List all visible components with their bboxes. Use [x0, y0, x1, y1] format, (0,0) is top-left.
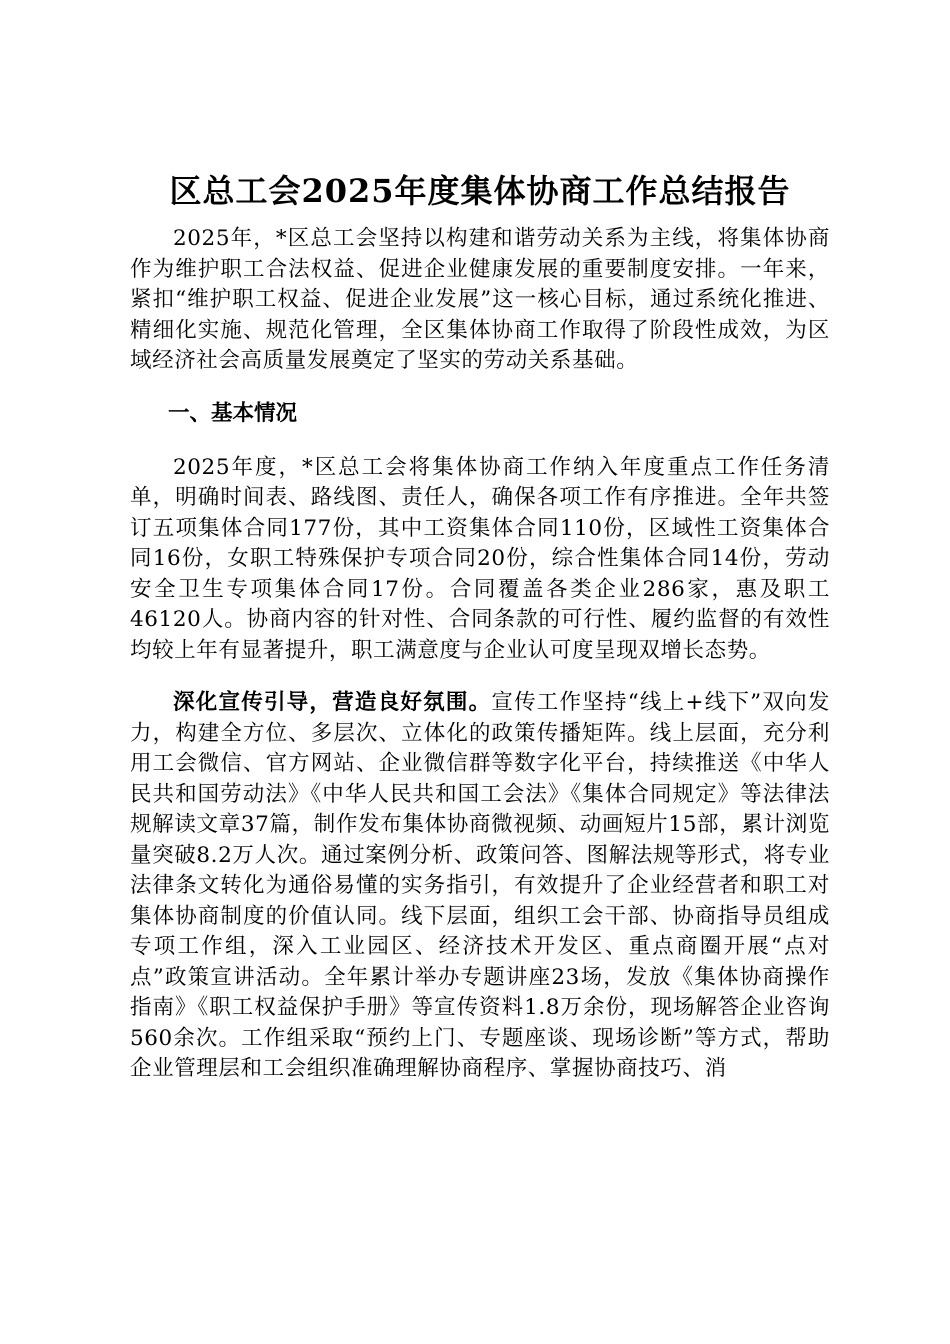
intro-paragraph: 2025年，*区总工会坚持以构建和谐劳动关系为主线，将集体协商作为维护职工合法权益、促进企业健康发展的重要制度安排。一年来，紧扣“维护职工权益、促进企业发展”这一核心目标，通过系统化推进、精细化实施、规范化管理，全区集体协商工作取得了阶段性成效，为区域经济社会高质量发展奠定了坚实的劳动关系基础。: [130, 226, 830, 373]
document-page: [130, 168, 830, 1085]
publicity-body-text: 宣传工作坚持“线上+线下”双向发力，构建全方位、多层次、立体化的政策传播矩阵。线上层面，充分利用工会微信、官方网站、企业微信群等数字化平台，持续推送《中华人民共和国劳动法》《中华人民共和国工会法》《集体合同规定》等法律法规解读文章37篇，制作发布集体协商微视频、动画短片15部，累计浏览量突破8.2万人次。通过案例分析、政策问答、图解法规等形式，将专业法律条文转化为通俗易懂的实务指引，有效提升了企业经营者和职工对集体协商制度的价值认同。线下层面，组织工会干部、协商指导员组成专项工作组，深入工业园区、经济技术开发区、重点商圈开展“点对点”政策宣讲活动。全年累计举办专题讲座23场，发放《集体协商操作指南》《职工权益保护手册》等宣传资料1.8万余份，现场解答企业咨询560余次。工作组采取“预约上门、专题座谈、现场诊断”等方式，帮助企业管理层和工会组织准确理解协商程序、掌握协商技巧、消: [130, 690, 830, 1081]
section-heading-basic-situation: 一、基本情况: [168, 400, 298, 426]
document-title: 区总工会2025年度集体协商工作总结报告: [169, 172, 791, 210]
basic-situation-paragraph: 2025年度，*区总工会将集体协商工作纳入年度重点工作任务清单，明确时间表、路线图、责任人，确保各项工作有序推进。全年共签订五项集体合同177份，其中工资集体合同110份，区域性工资集体合同16份，女职工特殊保护专项合同20份，综合性集体合同14份，劳动安全卫生专项集体合同17份。合同覆盖各类企业286家，惠及职工46120人。协商内容的针对性、合同条款的可行性、履约监督的有效性均较上年有显著提升，职工满意度与企业认可度呈现双增长态势。: [130, 454, 830, 663]
publicity-paragraph: [130, 688, 830, 1085]
paragraph-spacer: [130, 666, 830, 688]
publicity-lead-sentence: 深化宣传引导，营造良好氛围。: [173, 690, 492, 715]
